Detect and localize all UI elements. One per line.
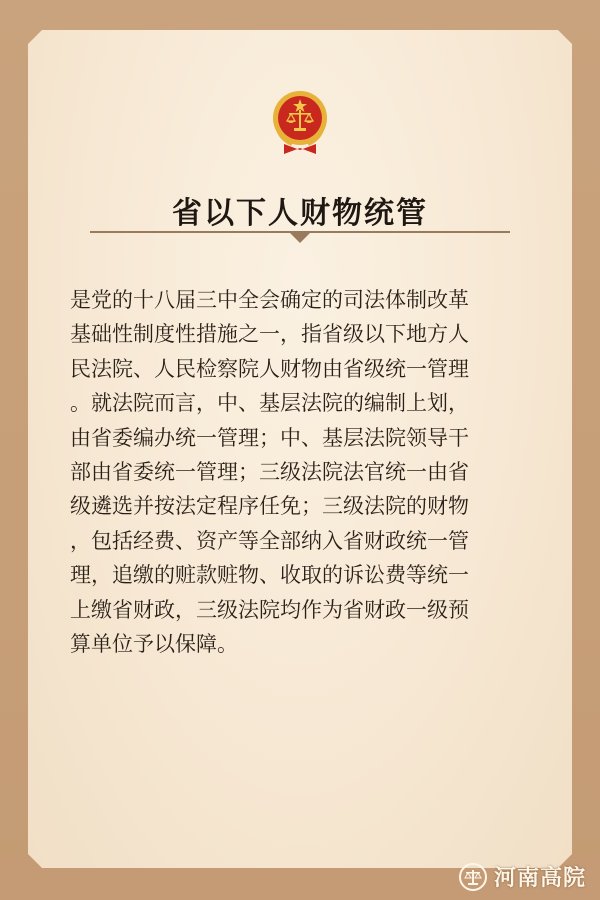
divider-notch (290, 233, 310, 243)
text-line: 理，追缴的赃款赃物、收取的诉讼费等统一 (70, 563, 469, 588)
watermark-text: 河南高院 (493, 865, 586, 891)
text-line: 基础性制度性措施之一，指省级以下地方人 (70, 322, 469, 347)
page-title: 省以下人财物统管 (172, 196, 428, 231)
text-line: ，包括经费、资产等全部纳入省财政统一管 (70, 528, 469, 553)
court-emblem-icon (270, 88, 330, 156)
text-line: 。就法院而言，中、基层法院的编制上划， (70, 391, 469, 416)
text-line: 由省委编办统一管理；中、基层法院领导干 (70, 425, 469, 450)
text-line: 部由省委统一管理；三级法院法官统一由省 (70, 460, 469, 485)
text-line: 民法院、人民检察院人财物由省级统一管理 (70, 356, 469, 381)
court-emblem-icon (458, 862, 488, 892)
text-line: 算单位予以保障。 (70, 632, 238, 657)
text-line: 级遴选并按法定程序任免；三级法院的财物 (70, 494, 469, 519)
text-line: 上缴省财政，三级法院均作为省财政一级预 (70, 597, 469, 622)
definition-text (70, 283, 532, 661)
watermark (458, 861, 586, 892)
text-line: 是党的十八届三中全会确定的司法体制改革 (70, 288, 469, 312)
